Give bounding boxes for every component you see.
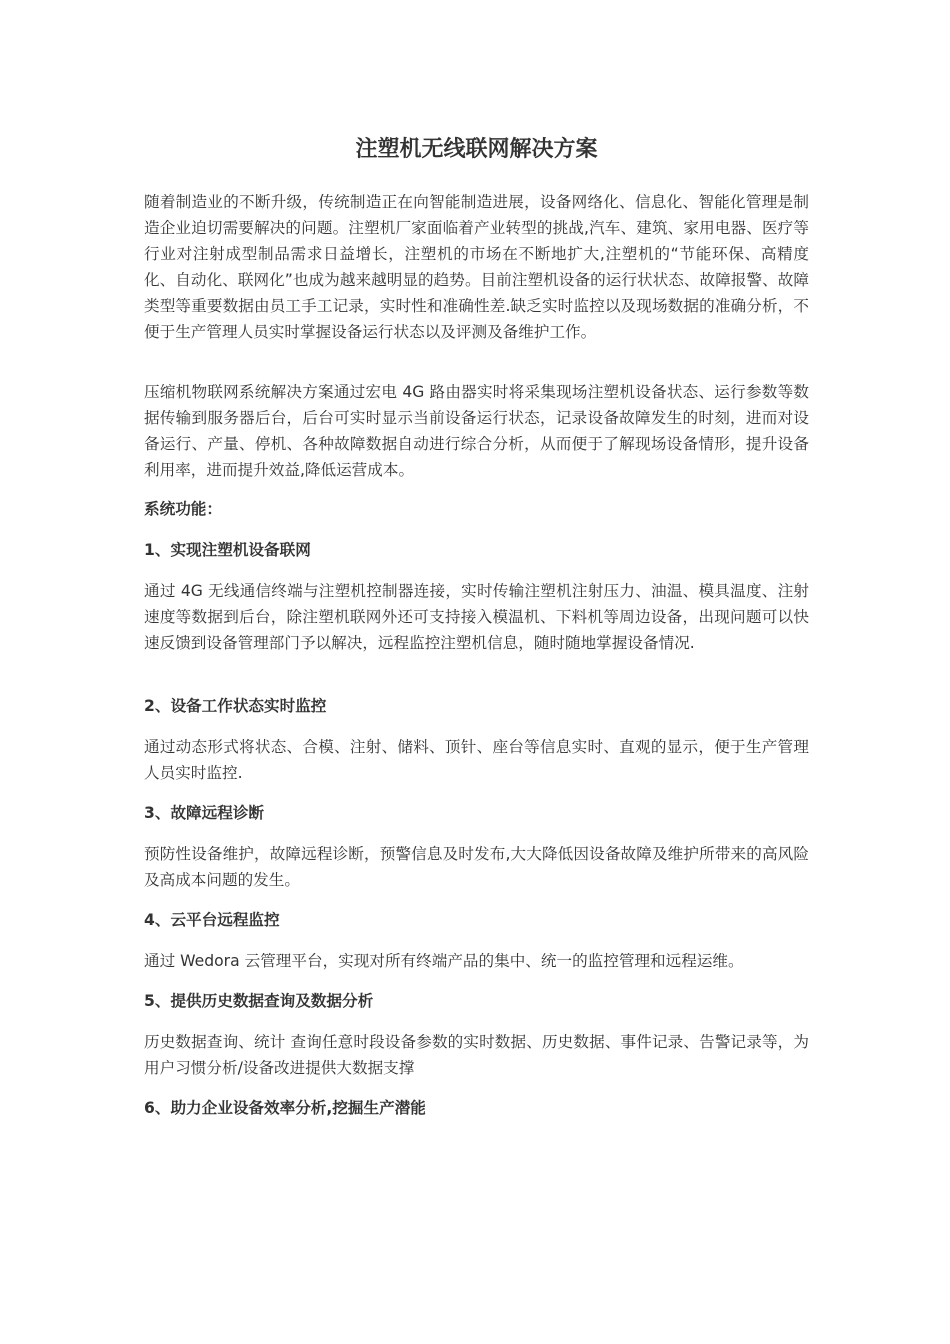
section-heading-1: 1、实现注塑机设备联网 [144, 541, 311, 559]
section-heading-3: 3、故障远程诊断 [144, 804, 265, 822]
section-heading-2: 2、设备工作状态实时监控 [144, 697, 327, 715]
section-heading-5: 5、提供历史数据查询及数据分析 [144, 992, 374, 1010]
intro-paragraph: 随着制造业的不断升级，传统制造正在向智能制造进展，设备网络化、信息化、智能化管理是制造企业迫切需要解决的问题。注塑机厂家面临着产业转型的挑战,汽车、建筑、家用电器、医疗等行业对注射成型制品需求日益增长，注塑机的市场在不断地扩大,注塑机的“节能环保、高精度化、自动化、联网化”也成为越来越明显的趋势。目前注塑机设备的运行状状态、故障报警、故障类型等重要数据由员工手工记录，实时性和准确性差.缺乏实时监控以及现场数据的准确分析，不便于生产管理人员实时掌握设备运行状态以及评测及备维护工作。 [144, 193, 809, 341]
section-body-2: 通过动态形式将状态、合模、注射、储料、顶针、座台等信息实时、直观的显示，便于生产管理人员实时监控. [144, 738, 809, 782]
section-body-4: 通过 Wedora 云管理平台，实现对所有终端产品的集中、统一的监控管理和远程运维。 [144, 952, 744, 970]
document-title: 注塑机无线联网解决方案 [355, 137, 598, 162]
section-heading-6: 6、助力企业设备效率分析,挖掘生产潜能 [144, 1099, 426, 1117]
section-heading-4: 4、云平台远程监控 [144, 911, 280, 929]
functions-heading: 系统功能： [144, 500, 222, 518]
section-body-5: 历史数据查询、统计 查询任意时段设备参数的实时数据、历史数据、事件记录、告警记录等，为用户习惯分析/设备改进提供大数据支撑 [144, 1033, 809, 1077]
section-body-3: 预防性设备维护，故障远程诊断，预警信息及时发布,大大降低因设备故障及维护所带来的高风险及高成本问题的发生。 [144, 845, 809, 889]
solution-paragraph: 压缩机物联网系统解决方案通过宏电 4G 路由器实时将采集现场注塑机设备状态、运行参数等数据传输到服务器后台，后台可实时显示当前设备运行状态，记录设备故障发生的时刻，进而对设备运行、产量、停机、各种故障数据自动进行综合分析，从而便于了解现场设备情形，提升设备利用率，进而提升效益,降低运营成本。 [144, 383, 809, 479]
section-body-1: 通过 4G 无线通信终端与注塑机控制器连接，实时传输注塑机注射压力、油温、模具温度、注射速度等数据到后台，除注塑机联网外还可支持接入模温机、下料机等周边设备，出现问题可以快速反馈到设备管理部门予以解决，远程监控注塑机信息，随时随地掌握设备情况. [144, 582, 809, 652]
